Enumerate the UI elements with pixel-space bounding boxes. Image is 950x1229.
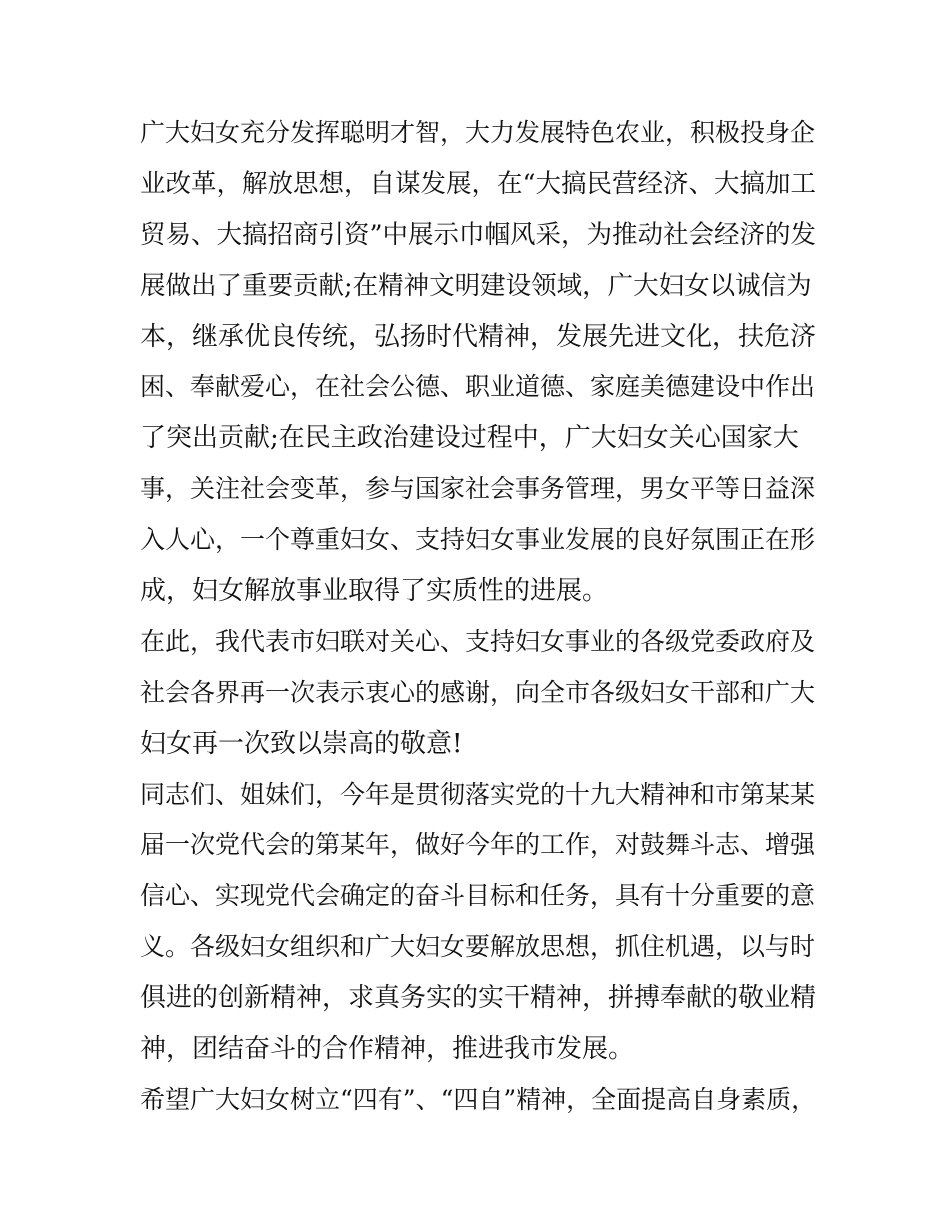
text-line: 妇女再一次致以崇高的敬意! — [140, 728, 463, 759]
body-text — [140, 108, 820, 1126]
text-line: 义。各级妇女组织和广大妇女要解放思想，抓住机遇，以与时 — [140, 932, 816, 962]
text-line: 俱进的创新精神，求真务实的实干精神，拼搏奉献的敬业精 — [140, 983, 817, 1014]
text-line: 入人心，一个尊重妇女、支持妇女事业发展的良好氛围正在形 — [140, 525, 816, 555]
text-line: 社会各界再一次表示衷心的感谢，向全市各级妇女干部和广大 — [140, 677, 816, 707]
text-line: 同志们、姐妹们，今年是贯彻落实党的十九大精神和市第某某 — [140, 779, 816, 809]
text-line: 届一次党代会的第某年，做好今年的工作，对鼓舞斗志、增强 — [140, 830, 816, 860]
text-line: 贸易、大搞招商引资”中展示巾帼风采，为推动社会经济的发 — [140, 219, 817, 250]
text-line: 困、奉献爱心，在社会公德、职业道德、家庭美德建设中作出 — [140, 372, 816, 402]
text-line: 信心、实现党代会确定的奋斗目标和任务，具有十分重要的意 — [140, 881, 816, 911]
text-line: 事，关注社会变革，参与国家社会事务管理，男女平等日益深 — [140, 474, 816, 504]
text-line: 神，团结奋斗的合作精神，推进我市发展。 — [140, 1034, 635, 1065]
text-line: 希望广大妇女树立“四有”、“四自”精神，全面提高自身素质， — [140, 1084, 817, 1114]
text-line: 广大妇女充分发挥聪明才智，大力发展特色农业，积极投身企 — [140, 118, 816, 147]
text-line: 本，继承优良传统，弘扬时代精神，发展先进文化，扶危济 — [140, 321, 817, 352]
text-line: 业改革，解放思想，自谋发展，在“大搞民营经济、大搞加工 — [140, 168, 817, 199]
text-line: 在此，我代表市妇联对关心、支持妇女事业的各级党委政府及 — [140, 626, 816, 656]
text-line: 成，妇女解放事业取得了实质性的进展。 — [140, 576, 609, 607]
text-line: 了突出贡献;在民主政治建设过程中，广大妇女关心国家大 — [140, 423, 799, 454]
text-line: 展做出了重要贡献;在精神文明建设领域，广大妇女以诚信为 — [140, 270, 812, 301]
